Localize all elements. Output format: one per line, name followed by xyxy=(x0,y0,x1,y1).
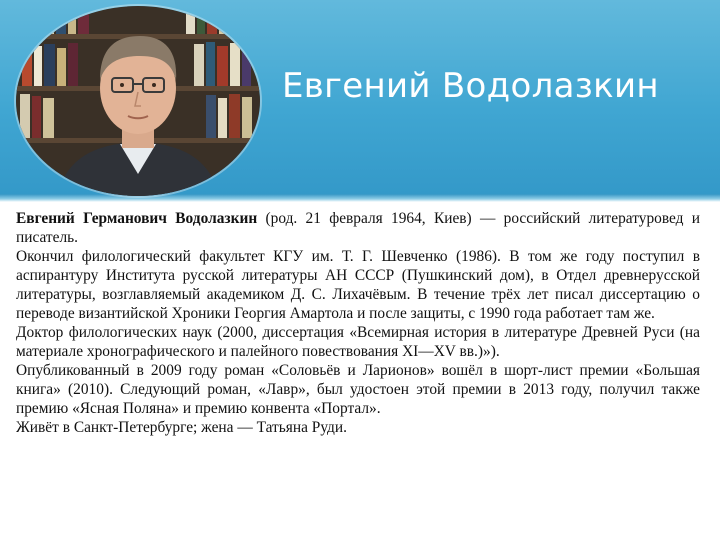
header-divider xyxy=(0,194,720,202)
person-full-name: Евгений Германович Водолазкин xyxy=(16,210,258,227)
paragraph-education: Окончил филологический факультет КГУ им. Т. Г. Шевченко (1986). В том же году поступил в аспирантуру Института русской литературы АН СССР (Пушкинский дом), в Отдел древнерусской литературы, возглавляемый академиком Д. С. Лихачёвым. В течение трёх лет писал диссертацию о переводе византийской Хроники Георгия Амартола и после защиты, с 1990 года работает там же. xyxy=(16,248,700,322)
portrait-photo xyxy=(16,6,260,196)
intro-text: (род. 21 февраля 1964, Киев) — российский литературовед и писатель. xyxy=(16,210,701,246)
paragraph-degree: Доктор филологических наук (2000, диссертация «Всемирная история в литературе Древней Руси (на материале хронографического и палейного повествования XI—XV вв.)»). xyxy=(16,324,700,360)
biography-text xyxy=(16,209,700,437)
paragraph-residence: Живёт в Санкт-Петербурге; жена — Татьяна Руди. xyxy=(16,419,347,436)
slide-title: Евгений Водолазкин xyxy=(282,66,659,106)
paragraph-awards: Опубликованный в 2009 году роман «Соловьёв и Ларионов» вошёл в шорт-лист премии «Большая книга» (2010). Следующий роман, «Лавр», был удостоен этой премии в 2013 году, получил также премию «Ясная Поляна» и премию конвента «Портал». xyxy=(16,362,700,417)
paragraph-intro xyxy=(16,209,700,247)
